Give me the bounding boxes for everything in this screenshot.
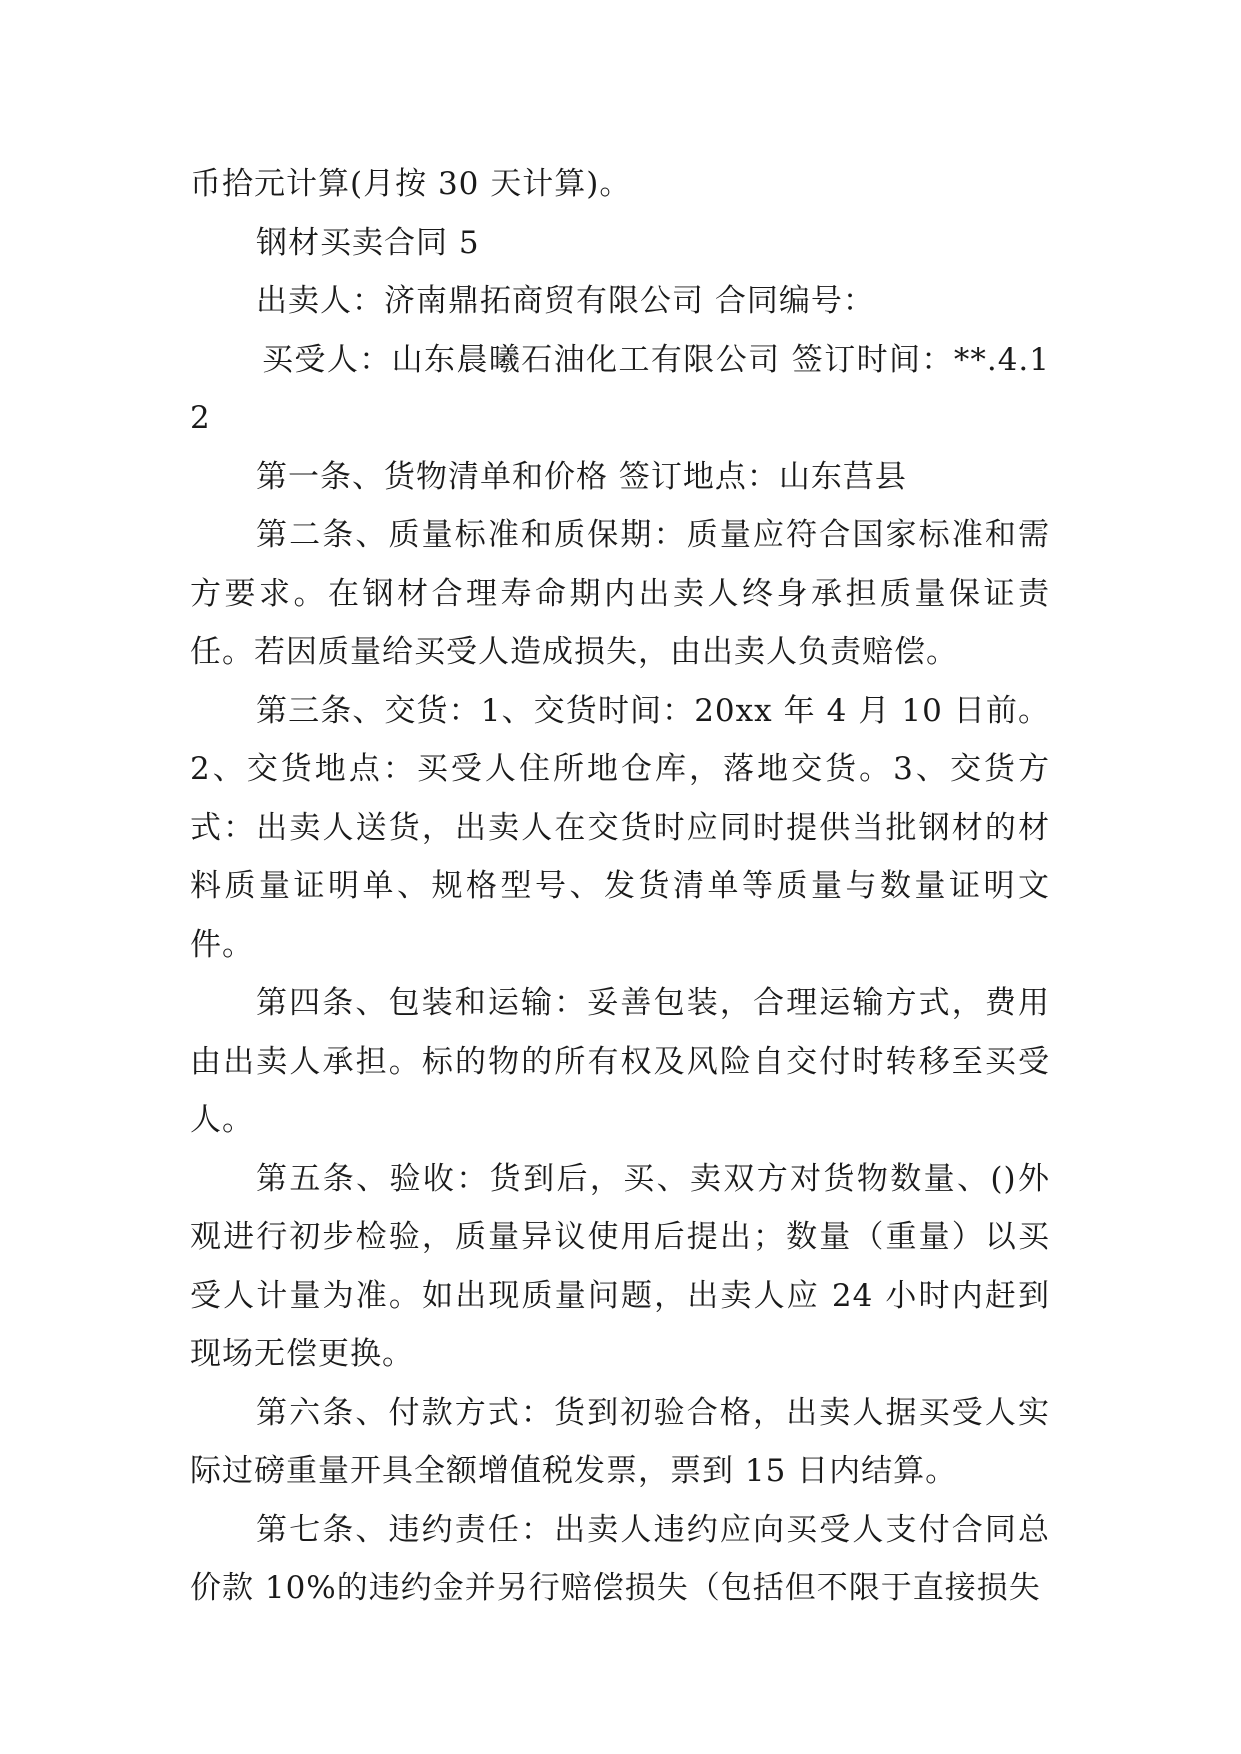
seller-line: 出卖人：济南鼎拓商贸有限公司 合同编号：: [256, 283, 875, 319]
contract-title: 钢材买卖合同 5: [256, 224, 480, 261]
article-4: 第四条、包装和运输：妥善包装，合理运输方式，费用由出卖人承担。标的物的所有权及风险自交付时转移至买受人。: [190, 985, 1050, 1138]
article-6: 第六条、付款方式：货到初验合格，出卖人据买受人实际过磅重量开具全额增值税发票，票到 15 日内结算。: [190, 1394, 1050, 1489]
article-7: 第七条、违约责任：出卖人违约应向买受人支付合同总价款 10%的违约金并另行赔偿损失（包括但不限于直接损失: [190, 1511, 1050, 1606]
article-1: 第一条、货物清单和价格 签订地点：山东莒县: [256, 458, 907, 495]
buyer-line: 买受人：山东晨曦石油化工有限公司 签订时间：**.4.12: [190, 341, 1050, 436]
paragraph-continuation: 币拾元计算(月按 30 天计算)。: [190, 166, 632, 202]
document-body: [190, 155, 1050, 1618]
article-3: 第三条、交货：1、交货时间：20xx 年 4 月 10 日前。2、交货地点：买受人住所地仓库，落地交货。3、交货方式：出卖人送货，出卖人在交货时应同时提供当批钢材的材料质量证明单、规格型号、发货清单等质量与数量证明文件。: [190, 692, 1050, 963]
article-5: 第五条、验收：货到后，买、卖双方对货物数量、()外观进行初步检验，质量异议使用后提出；数量（重量）以买受人计量为准。如出现质量问题，出卖人应 24 小时内赶到现场无偿更换。: [190, 1160, 1050, 1372]
article-2: 第二条、质量标准和质保期：质量应符合国家标准和需方要求。在钢材合理寿命期内出卖人终身承担质量保证责任。若因质量给买受人造成损失，由出卖人负责赔偿。: [190, 517, 1050, 670]
